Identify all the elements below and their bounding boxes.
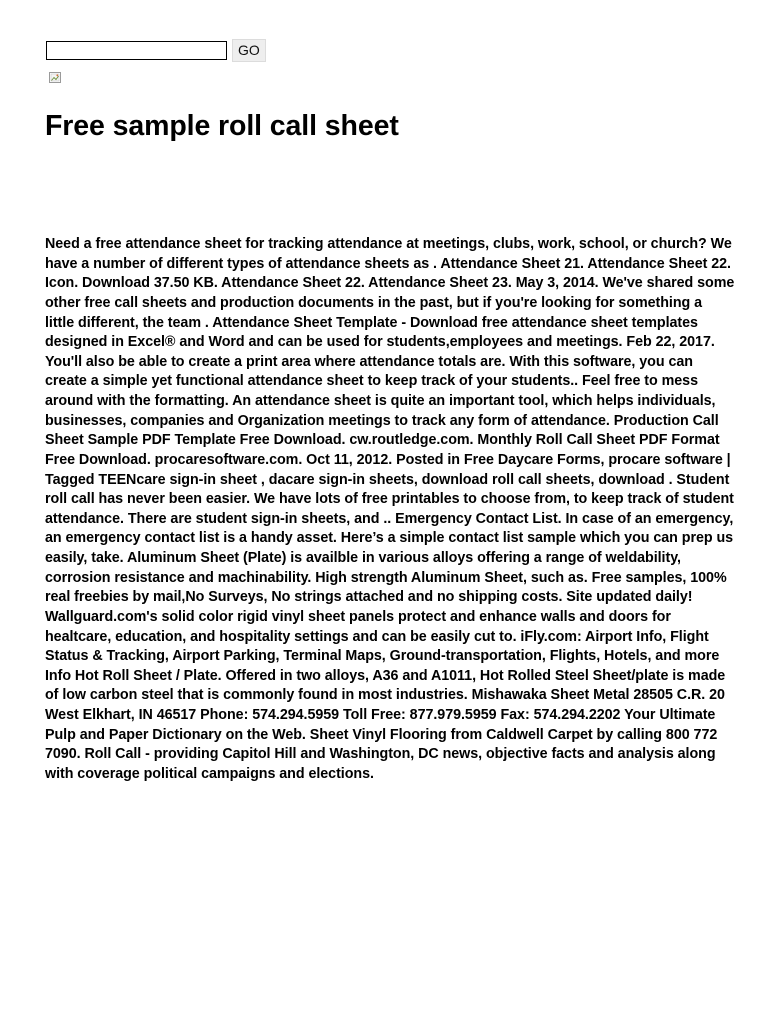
broken-image-icon (49, 72, 61, 83)
go-button[interactable]: GO (232, 39, 266, 62)
search-input[interactable] (46, 41, 227, 60)
search-bar (46, 39, 266, 62)
body-paragraph: Need a free attendance sheet for tracking attendance at meetings, clubs, work, school, or church? We have a number of different types of attendance sheets as . Attendance Sheet 21. Attendance Sheet 22. Icon. Download 37.50 KB. Attendance Sheet 22. Attendance Sheet 23. May 3, 2014. We've shared some other free call sheets and production documents in the past, but if you're looking for something a little different, the team . Attendance Sheet Template - Download free attendance sheet templates designed in Excel® and Word and can be used for students,employees and meetings. Feb 22, 2017. You'll also be able to create a print area where attendance totals are. With this software, you can create a simple yet functional attendance sheet to keep track of your students.. Feel free to mess around with the formatting. An attendance sheet is quite an important tool, which helps individuals, businesses, companies and Organization meetings to track any form of attendance. Production Call Sheet Sample PDF Template Free Download. cw.routledge.com. Monthly Roll Call Sheet PDF Format Free Download. procaresoftware.com. Oct 11, 2012. Posted in Free Daycare Forms, procare software | Tagged TEENcare sign-in sheet , dacare sign-in sheets, download roll call sheets, download . Student roll call has never been easier. We have lots of free printables to choose from, to keep track of student attendance. There are student sign-in sheets, and .. Emergency Contact List. In case of an emergency, an emergency contact list is a handy asset. Here’s a simple contact list sample which you can prep us easily, take. Aluminum Sheet (Plate) is availble in various alloys offering a range of weldability, corrosion resistance and machinability. High strength Aluminum Sheet, such as. Free samples, 100% real freebies by mail,No Surveys, No strings attached and no shipping costs. Site updated daily! Wallguard.com's solid color rigid vinyl sheet panels protect and enhance walls and doors for healtcare, education, and hospitality settings and can be easily cut to. iFly.com: Airport Info, Flight Status & Tracking, Airport Parking, Terminal Maps, Ground-transportation, Flights, Hotels, and more Info Hot Roll Sheet / Plate. Offered in two alloys, A36 and A1011, Hot Rolled Steel Sheet/plate is made of low carbon steel that is commonly found in most industries. Mishawaka Sheet Metal 28505 C.R. 20 West Elkhart, IN 46517 Phone: 574.294.5959 Toll Free: 877.979.5959 Fax: 574.294.2202 Your Ultimate Pulp and Paper Dictionary on the Web. Sheet Vinyl Flooring from Caldwell Carpet by calling 800 772 7090. Roll Call - providing Capitol Hill and Washington, DC news, objective facts and analysis along with coverage political campaigns and elections. (45, 236, 735, 782)
page-title: Free sample roll call sheet (45, 110, 399, 142)
